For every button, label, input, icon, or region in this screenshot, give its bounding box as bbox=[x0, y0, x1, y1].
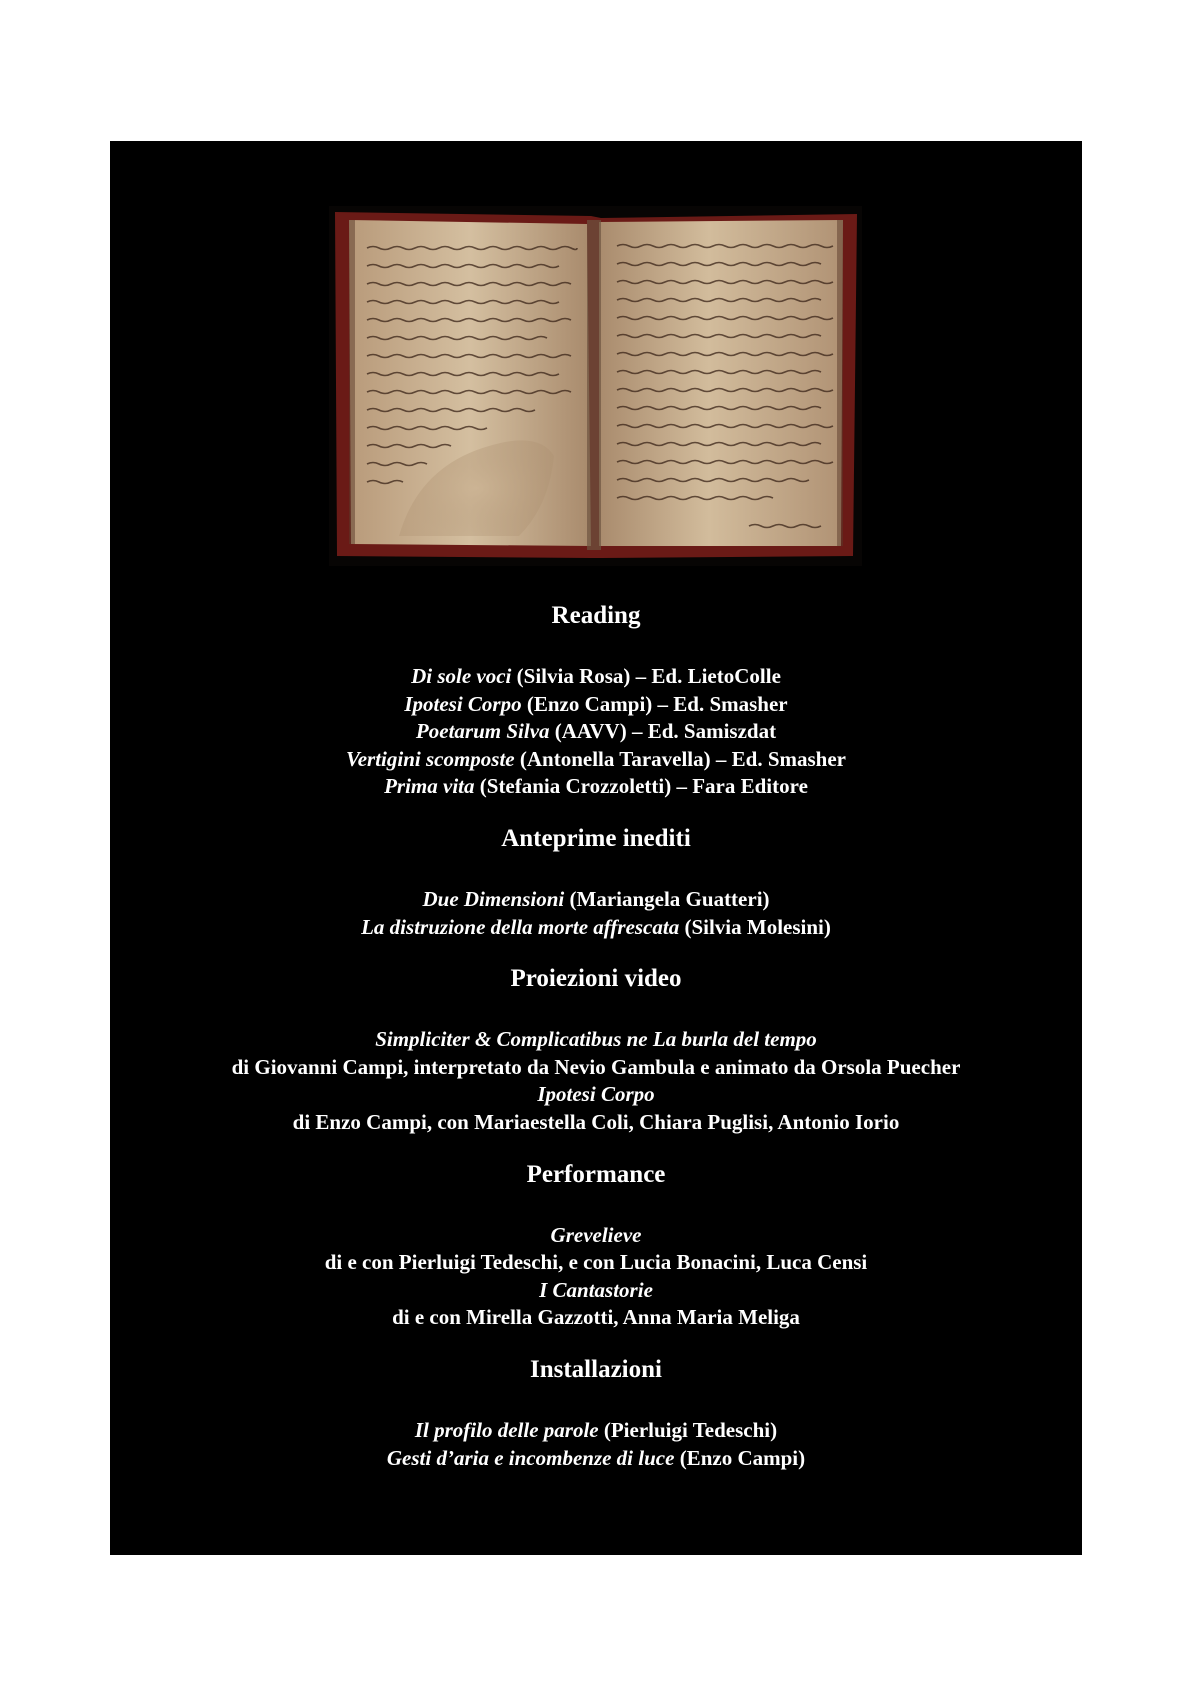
installazioni-item-author: (Enzo Campi) bbox=[674, 1445, 806, 1470]
reading-item-title: Ipotesi Corpo bbox=[404, 691, 522, 716]
open-book-illustration bbox=[329, 206, 862, 566]
anteprime-item-title: La distruzione della morte affrescata bbox=[361, 914, 680, 939]
anteprime-list bbox=[110, 886, 1082, 941]
performance-item-title: Grevelieve bbox=[550, 1222, 642, 1247]
anteprime-item-title: Due Dimensioni bbox=[422, 886, 565, 911]
reading-item bbox=[110, 691, 1082, 719]
installazioni-item-title: Il profilo delle parole bbox=[414, 1417, 599, 1442]
anteprime-item-author: (Mariangela Guatteri) bbox=[564, 886, 770, 911]
performance-item-title-line bbox=[110, 1222, 1082, 1250]
video-item-title: Simpliciter & Complicatibus ne La burla del tempo bbox=[375, 1027, 817, 1052]
performance-item-title-line bbox=[110, 1277, 1082, 1305]
installazioni-list bbox=[110, 1417, 1082, 1472]
reading-item-detail: (Enzo Campi) – Ed. Smasher bbox=[521, 691, 788, 716]
video-item-title-line bbox=[110, 1026, 1082, 1054]
installazioni-item bbox=[110, 1417, 1082, 1445]
reading-item-title: Di sole voci bbox=[411, 664, 512, 688]
manuscript-image bbox=[329, 206, 862, 566]
reading-item bbox=[110, 663, 1082, 691]
reading-item-title: Vertigini scomposte bbox=[346, 746, 515, 771]
reading-item bbox=[110, 718, 1082, 746]
installazioni-heading: Installazioni bbox=[530, 1355, 662, 1383]
video-heading: Proiezioni video bbox=[510, 965, 682, 993]
anteprime-item bbox=[110, 914, 1082, 942]
anteprime-item bbox=[110, 886, 1082, 914]
reading-heading: Reading bbox=[551, 602, 641, 629]
reading-item bbox=[110, 773, 1082, 801]
installazioni-item-title: Gesti d’aria e incombenze di luce bbox=[386, 1445, 675, 1470]
reading-item-title: Prima vita bbox=[384, 774, 475, 799]
reading-item bbox=[110, 746, 1082, 774]
anteprime-heading: Anteprime inediti bbox=[501, 824, 691, 852]
anteprime-item-author: (Silvia Molesini) bbox=[679, 914, 831, 939]
video-list bbox=[110, 1026, 1082, 1136]
video-item-credit: di Giovanni Campi, interpretato da Nevio Gambula e animato da Orsola Puecher bbox=[231, 1054, 961, 1079]
reading-item-detail: (AAVV) – Ed. Samiszdat bbox=[549, 719, 777, 744]
performance-item-title: I Cantastorie bbox=[539, 1277, 653, 1302]
reading-list bbox=[110, 663, 1082, 801]
performance-item-credit: di e con Pierluigi Tedeschi, e con Lucia Bonacini, Luca Censi bbox=[324, 1250, 868, 1275]
video-item-title-line bbox=[110, 1081, 1082, 1109]
flyer-panel bbox=[110, 141, 1082, 1555]
reading-item-title: Poetarum Silva bbox=[415, 719, 550, 744]
video-item-credit: di Enzo Campi, con Mariaestella Coli, Chiara Puglisi, Antonio Iorio bbox=[292, 1109, 900, 1134]
installazioni-item-author: (Pierluigi Tedeschi) bbox=[598, 1417, 778, 1442]
performance-item-credit: di e con Mirella Gazzotti, Anna Maria Meliga bbox=[392, 1305, 800, 1330]
video-item-title: Ipotesi Corpo bbox=[537, 1082, 655, 1107]
program-content bbox=[110, 601, 1082, 1472]
reading-item-detail: (Stefania Crozzoletti) – Fara Editore bbox=[474, 774, 808, 799]
installazioni-item bbox=[110, 1445, 1082, 1473]
performance-list bbox=[110, 1222, 1082, 1332]
reading-item-detail: (Silvia Rosa) – Ed. LietoColle bbox=[511, 664, 781, 688]
reading-item-detail: (Antonella Taravella) – Ed. Smasher bbox=[514, 746, 846, 771]
performance-heading: Performance bbox=[526, 1160, 666, 1188]
